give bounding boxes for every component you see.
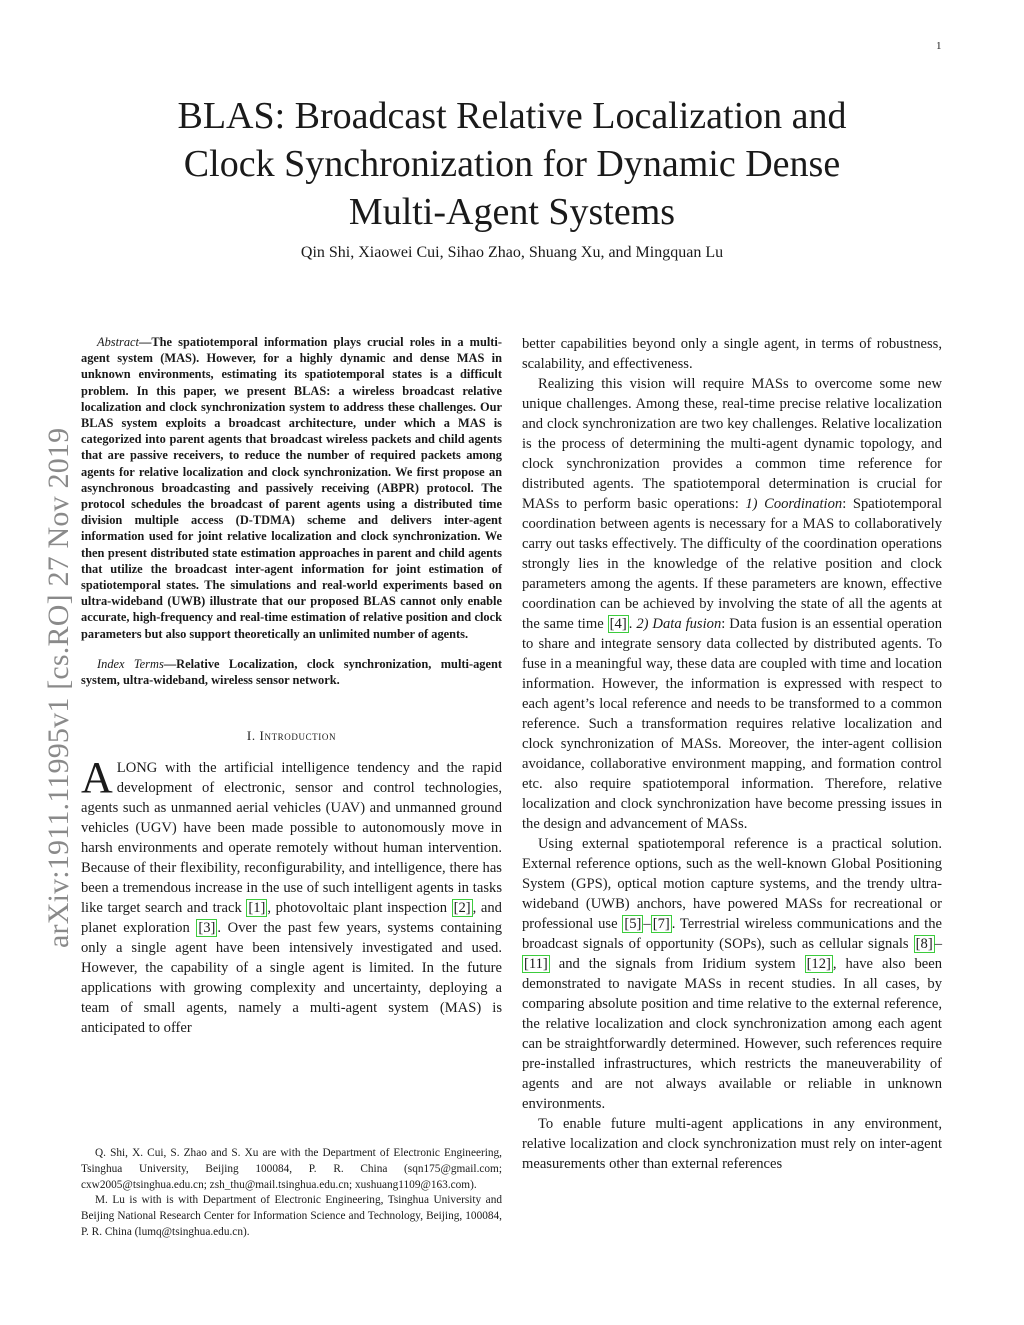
citation-link[interactable]: [7] — [652, 916, 670, 932]
citation-link[interactable]: [11] — [524, 956, 548, 972]
citation-link[interactable]: [1] — [248, 900, 266, 917]
section-heading-introduction: I. Introduction — [246, 728, 337, 744]
right-p3-a: . Terrestrial wireless communications and the broadcast signals of opportunity (SOPs), such as cellular signals — [522, 916, 942, 952]
drop-cap: A — [81, 753, 113, 803]
right-paragraph-2 — [522, 374, 942, 834]
index-terms — [81, 656, 502, 688]
right-p2-dot: . — [628, 616, 637, 632]
citation-range-dash: – — [934, 936, 942, 952]
citation-range-dash: – — [643, 916, 651, 932]
intro-p1-mid1: , photovoltaic plant inspection — [267, 900, 452, 917]
right-p2-start: Realizing this vision will require MASs to overcome some new unique challenges. Among these, real-time precise relative localization and clock synchronization are two key challenges. Relative localization is the process of determining the multi-agent dynamic topology, and clock synchronization provides a common time reference for distributed agents. The spatiotemporal determination is crucial for MASs to perform basic operations: — [522, 376, 942, 512]
footnotes — [81, 1146, 502, 1241]
index-terms-text: Relative Localization, clock synchronization, multi-agent system, ultra-wideband, wireless sensor network. — [81, 656, 502, 688]
footnote-affiliation-1: Q. Shi, X. Cui, S. Zhao and S. Xu are with the Department of Electronic Engineering, Tsinghua University, Beijing 100084, P. R. China (sqn175@gmail.com; cxw2005@tsinghua.edu.cn; zsh_thu@mail.tsinghua.edu.cn; xushuang1109@163.com). — [81, 1147, 502, 1191]
right-paragraph-3 — [522, 834, 942, 1114]
citation-link[interactable]: [5] — [624, 916, 642, 932]
right-p3-start: Using external spatiotemporal reference is a practical solution. External reference options, such as the well-known Global Positioning System (GPS), optical motion capture systems, and the trendy ultra-wideband (UWB) anchors, have powered MASs for recreational or professional use — [522, 836, 942, 932]
right-p2-end: : Data fusion is an essential operation to share and integrate sensory data collected by distributed agents. To fuse in a meaningful way, these data are coupled with time and location information. However, the information is expressed with respect to each agent’s local reference and needs to be transformed to a common reference. Such a transformation requires relative localization and clock synchronization of MASs. Moreover, the inter-agent collision avoidance, collaborative environment mapping, and formation control etc. also require spatiotemporal information. Therefore, relative localization and clock synchronization have become pressing issues in the design and advancement of MASs. — [522, 616, 943, 832]
right-paragraph-4: To enable future multi-agent applications in any environment, relative localization and clock synchronization must rely on inter-agent measurements other than external references — [522, 1116, 942, 1172]
page-number: 1 — [936, 40, 942, 52]
intro-paragraph-1 — [81, 753, 502, 1038]
citation-link[interactable]: [2] — [453, 900, 471, 917]
left-column — [81, 334, 502, 1038]
citation-link[interactable]: [3] — [198, 920, 216, 937]
arxiv-stamp: arXiv:1911.11995v1 [cs.RO] 27 Nov 2019 — [42, 427, 75, 948]
right-column — [522, 334, 942, 1174]
footnote-affiliation-2: M. Lu is with is with Department of Electronic Engineering, Tsinghua University and Beijing National Research Center for Information Science and Technology, Beijing, 100084, P. R. China (lumq@tsinghua.edu.cn). — [81, 1194, 502, 1238]
citation-link[interactable]: [8] — [915, 936, 933, 952]
index-terms-dash: — — [163, 656, 177, 671]
abstract-lead: Abstract — [97, 335, 139, 349]
right-p2-mid: : Spatiotemporal coordination between agents is necessary for a MAS to collaboratively carry out tasks effectively. The difficulty of the coordination operations strongly lies in the knowledge of the relative position and clock parameters among the agents. If these parameters are known, effective coordination can be achieved by involving the state of all the agents at the same time — [522, 496, 942, 632]
intro-p1-start: LONG with the artificial intelligence tendency and the rapid development of electronic, sensor and control technologies, agents such as unmanned aerial vehicles (UAV) and unmanned ground vehicles (UGV) have been made possible to autonomously move in harsh environments and operate remotely without human intervention. Because of their flexibility, reconfigurability, and intelligence, there has been a tremendous increase in the use of such intelligent agents in tasks like target search and track — [81, 760, 502, 917]
author-list: Qin Shi, Xiaowei Cui, Sihao Zhao, Shuang Xu, and Mingquan Lu — [300, 244, 724, 261]
title-line-3: Multi-Agent Systems — [348, 191, 676, 233]
intro-p1-mid2: , and planet exploration — [81, 900, 502, 937]
citation-link[interactable]: [12] — [806, 956, 831, 972]
abstract-text: The spatiotemporal information plays crucial roles in a multi-agent system (MAS). However, for a highly dynamic and dense MAS in unknown environments, estimating its spatiotemporal states is a difficult problem. In this paper, we present BLAS: a wireless broadcast relative localization and clock synchronization system to address these challenges. Our BLAS system exploits a broadcast architecture, under which a MAS is categorized into parent agents that broadcast wireless packets and child agents that are passive receivers, to reduce the number of required packets among agents for relative localization and clock synchronization. We first propose an asynchronous broadcasting and passively receiving (ABPR) protocol. The protocol schedules the broadcast of parent agents using a distributed time division multiple access (D-TDMA) scheme and delivers inter-agent information used for joint relative localization and clock synchronization. We then present distributed state estimation approaches in parent and child agents that utilize the broadcast inter-agent information for joint estimation of spatiotemporal states. The simulations and real-world experiments based on ultra-wideband (UWB) illustrate that our proposed BLAS cannot only enable accurate, high-frequency and real-time estimation of relative position and clock parameters but also support theoretically an unlimited number of agents. — [81, 335, 502, 641]
right-p3-b: and the signals from Iridium system — [549, 956, 805, 972]
citation-link[interactable]: [4] — [609, 616, 627, 632]
right-p3-end: , have also been demonstrated to navigate MASs in recent studies. In all cases, by comparing absolute position and time relative to the external reference, the relative localization and clock synchronization among each agent can be straightforwardly determined. However, such references require pre-installed infrastructures, which restricts the maneuverability of agents and are not always available or reliable in unknown environments. — [522, 956, 942, 1112]
abstract-dash: — — [139, 335, 152, 349]
title-line-2: Clock Synchronization for Dynamic Dense — [183, 143, 841, 185]
title-line-1: BLAS: Broadcast Relative Localization and — [177, 95, 847, 137]
intro-p1-end: . Over the past few years, systems containing only a single agent have been intensively investigated and used. However, the capability of a single agent is limited. In the future applications with growing complexity and uncertainty, deploying a team of small agents, namely a multi-agent system (MAS) is anticipated to offer — [81, 920, 502, 1037]
abstract — [81, 334, 502, 642]
coordination-label: 1) Coordination — [745, 496, 843, 512]
paper-title — [110, 92, 914, 236]
data-fusion-label: 2) Data fusion — [636, 616, 722, 632]
right-paragraph-1: better capabilities beyond only a single agent, in terms of robustness, scalability, and effectiveness. — [522, 336, 942, 372]
index-terms-lead: Index Terms — [97, 656, 164, 671]
